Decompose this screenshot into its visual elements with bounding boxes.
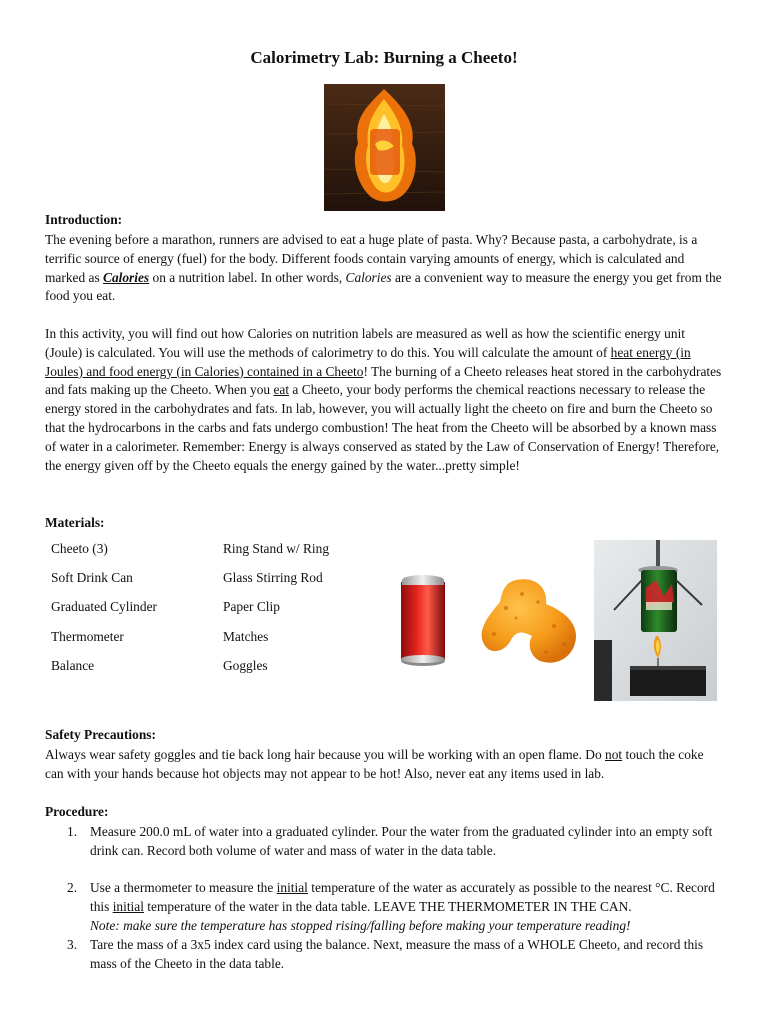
step-number: 1. — [67, 824, 78, 839]
procedure-step-1 — [67, 823, 717, 863]
step-text: Tare the mass of a 3x5 index card using the balance. Next, measure the mass of a WHOLE Cheeto, and record this mass of the Cheeto in the data table. — [90, 937, 704, 971]
step-text: Use a thermometer to measure the initial temperature of the water as accurately as possible to the nearest °C. Record this initial temperature of the water in the data table. LEAVE THE THERMOMETER IN THE CAN. Note: make sure the temperature has stopped rising/falling before making your temperature reading! — [90, 880, 715, 933]
step-number: 3. — [67, 937, 78, 952]
cheeto-bag-shape — [370, 129, 400, 175]
page-title: Calorimetry Lab: Burning a Cheeto! — [250, 48, 518, 67]
procedure-step-2 — [67, 879, 717, 939]
safety-heading: Safety Precautions: — [45, 727, 156, 742]
material-item: Cheeto (3) — [51, 541, 108, 556]
safety-paragraph: Always wear safety goggles and tie back long hair because you will be working with an open flame. Do not touch the coke can with your hands because hot objects may not appear to be hot! Also, never eat any items used in lab. — [45, 747, 704, 781]
step-text: Measure 200.0 mL of water into a graduated cylinder. Pour the water from the graduated cylinder into an empty soft drink can. Record both volume of water and mass of water in the data table. — [90, 824, 713, 858]
introduction-paragraph-1: The evening before a marathon, runners are advised to eat a huge plate of pasta. Why? Because pasta, a carbohydrate, is a terrific source of energy (fuel) for the body. Different foods contain varying amounts of energy, which is calculated and marked as Calories on a nutrition label. In other words, Calories are a convenient way to measure the energy you get from the food you eat. — [45, 232, 722, 304]
step-number: 2. — [67, 880, 78, 895]
cheeto-image — [476, 574, 580, 668]
procedure-heading: Procedure: — [45, 804, 109, 819]
procedure-step-3 — [67, 936, 717, 976]
soda-can-image — [397, 574, 449, 668]
hero-image-burning-cheeto — [324, 84, 445, 211]
calories-emphasis: Calories — [103, 269, 150, 285]
material-item: Soft Drink Can — [51, 570, 133, 585]
material-item: Ring Stand w/ Ring — [223, 541, 330, 556]
materials-heading: Materials: — [45, 515, 105, 530]
material-item: Glass Stirring Rod — [223, 570, 323, 585]
introduction-heading: Introduction: — [45, 212, 123, 227]
material-item: Thermometer — [51, 629, 124, 644]
material-item: Balance — [51, 658, 95, 673]
material-item: Graduated Cylinder — [51, 599, 157, 614]
step-note: Note: make sure the temperature has stopped rising/falling before making your temperature reading! — [90, 917, 631, 933]
introduction-paragraph-2: In this activity, you will find out how Calories on nutrition labels are measured as well as how the scientific energy unit (Joule) is calculated. You will use the methods of calorimetry to do this. You will calculate the amount of heat energy (in Joules) and food energy (in Calories) contained in a Cheeto! The burning of a Cheeto releases heat stored in the carbohydrates and fats making up the Cheeto. When you eat a Cheeto, your body performs the chemical reactions necessary to release the energy stored in the carbohydrates and fats. In lab, however, you will actually light the cheeto on fire and burn the Cheeto so that the hydrocarbons in the carbs and fats undergo combustion! The heat from the Cheeto will be absorbed by a known mass of water in a calorimeter. Remember: Energy is always conserved as stated by the Law of Conservation of Energy! Therefore, the energy given off by the Cheeto equals the energy gained by the water...pretty simple! — [45, 326, 722, 473]
material-item: Matches — [223, 629, 269, 644]
material-item: Goggles — [223, 658, 268, 673]
calorimeter-setup-image — [594, 540, 717, 701]
material-item: Paper Clip — [223, 599, 280, 614]
